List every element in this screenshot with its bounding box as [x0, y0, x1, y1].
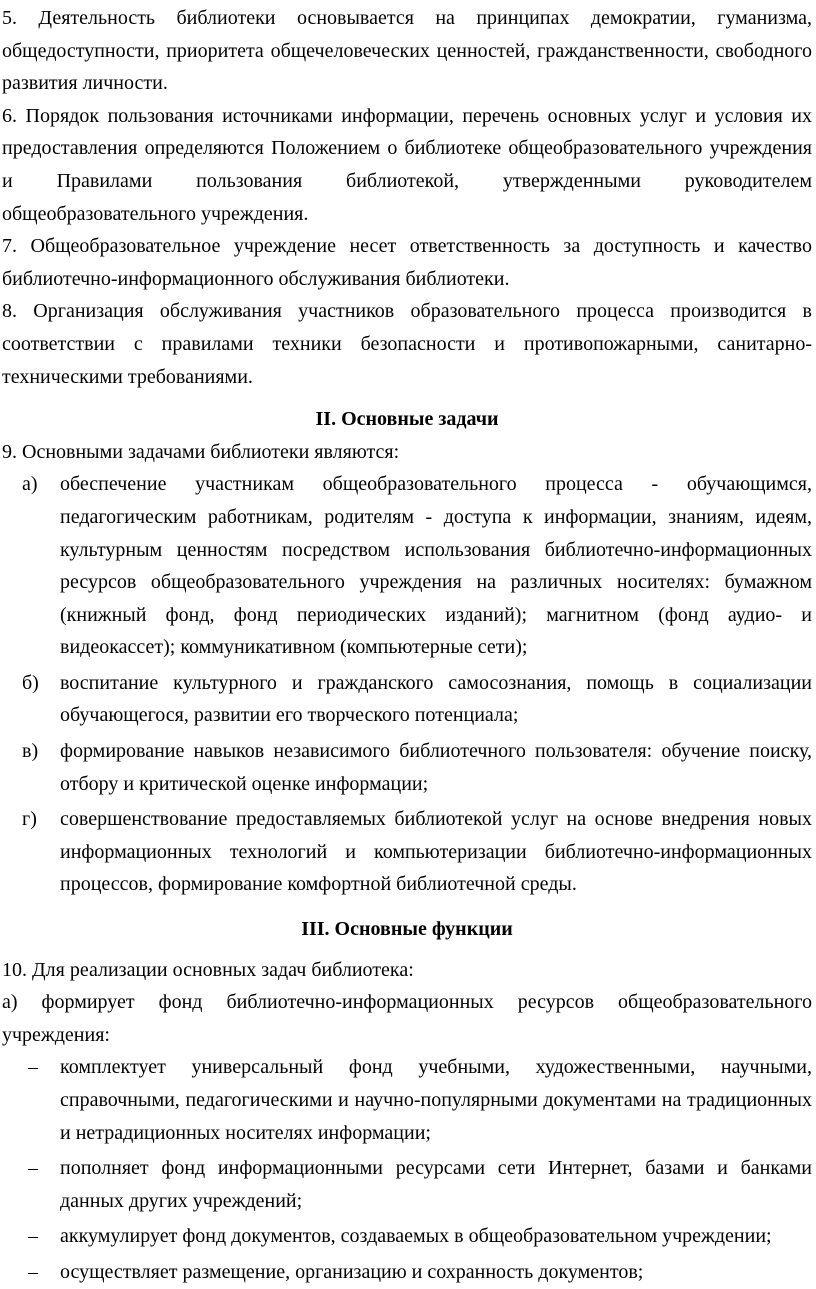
list-marker: а) — [22, 473, 38, 496]
paragraph-10-intro: 10. Для реализации основных задач библиотека: — [2, 958, 414, 981]
section-3-heading: III. Основные функции — [301, 918, 513, 941]
list-item-text: воспитание культурного и гражданского самосознания, помощь в социализации обучающегося, развитии его творческого потенциала; — [60, 671, 812, 727]
section-2-heading: II. Основные задачи — [315, 408, 499, 431]
list-marker: б) — [22, 671, 39, 694]
list-item-text: осуществляет размещение, организацию и сохранность документов; — [60, 1260, 644, 1283]
dash-marker: – — [28, 1157, 38, 1180]
paragraph-8: 8. Организация обслуживания участников образовательного процесса производится в соответствии с правилами техники безопасности и противопожарными, санитарно-техническими требованиями. — [2, 300, 812, 388]
list-item — [2, 1051, 812, 1149]
list-item — [2, 1152, 812, 1217]
list-item — [2, 667, 812, 732]
dash-marker: – — [28, 1056, 38, 1079]
paragraph-5: 5. Деятельность библиотеки основывается на принципах демократии, гуманизма, общедоступности, приоритета общечеловеческих ценностей, гражданственности, свободного развития личности. — [2, 7, 812, 95]
list-item — [2, 803, 812, 901]
list-item-text: комплектует универсальный фонд учебными, художественными, научными, справочными, педагогическими и научно-популярными документами на традиционных и нетрадиционных носителях информации; — [60, 1056, 812, 1144]
list-item — [2, 1220, 812, 1253]
paragraph-6: 6. Порядок пользования источниками информации, перечень основных услуг и условия их предоставления определяются Положением о библиотеке общеобразовательного учреждения и Правилами пользования библиотекой, утвержденными руководителем общеобразовательного учреждения. — [2, 104, 812, 225]
dash-marker: – — [28, 1225, 38, 1248]
paragraph-7: 7. Общеобразовательное учреждение несет ответственность за доступность и качество библиотечно-информационного обслуживания библиотеки. — [2, 235, 812, 290]
list-item-text: формирование навыков независимого библиотечного пользователя: обучение поиску, отбору и критической оценке информации; — [60, 740, 812, 795]
list-item-text: обеспечение участникам общеобразовательного процесса - обучающимся, педагогическим работникам, родителям - доступа к информации, знаниям, идеям, культурным ценностям посредством использования библиотечно-информационных ресурсов общеобразовательного учреждения на различных носителях: бумажном (книжный фонд, фонд периодических изданий); магнитном (фонд аудио- и видеокассет); коммуникативном (компьютерные сети); — [60, 473, 812, 659]
paragraph-9-intro: 9. Основными задачами библиотеки являются: — [2, 440, 400, 463]
dash-marker: – — [28, 1260, 38, 1283]
tasks-list — [2, 468, 812, 901]
list-marker: в) — [22, 740, 39, 763]
list-item — [2, 1256, 812, 1289]
list-item-text: совершенствование предоставляемых библиотекой услуг на основе внедрения новых информационных технологий и компьютеризации библиотечно-информационных процессов, формирование комфортной библиотечной среды. — [60, 808, 812, 896]
list-marker: г) — [22, 808, 37, 831]
list-item-text: аккумулирует фонд документов, создаваемых в общеобразовательном учреждении; — [60, 1225, 772, 1248]
list-item — [2, 468, 812, 664]
list-item — [2, 735, 812, 800]
paragraph-10-a: а) формирует фонд библиотечно-информационных ресурсов общеобразовательного учреждения: — [2, 991, 812, 1046]
functions-list — [2, 1051, 812, 1288]
list-item-text: пополняет фонд информационными ресурсами сети Интернет, базами и банками данных других учреждений; — [60, 1157, 812, 1212]
